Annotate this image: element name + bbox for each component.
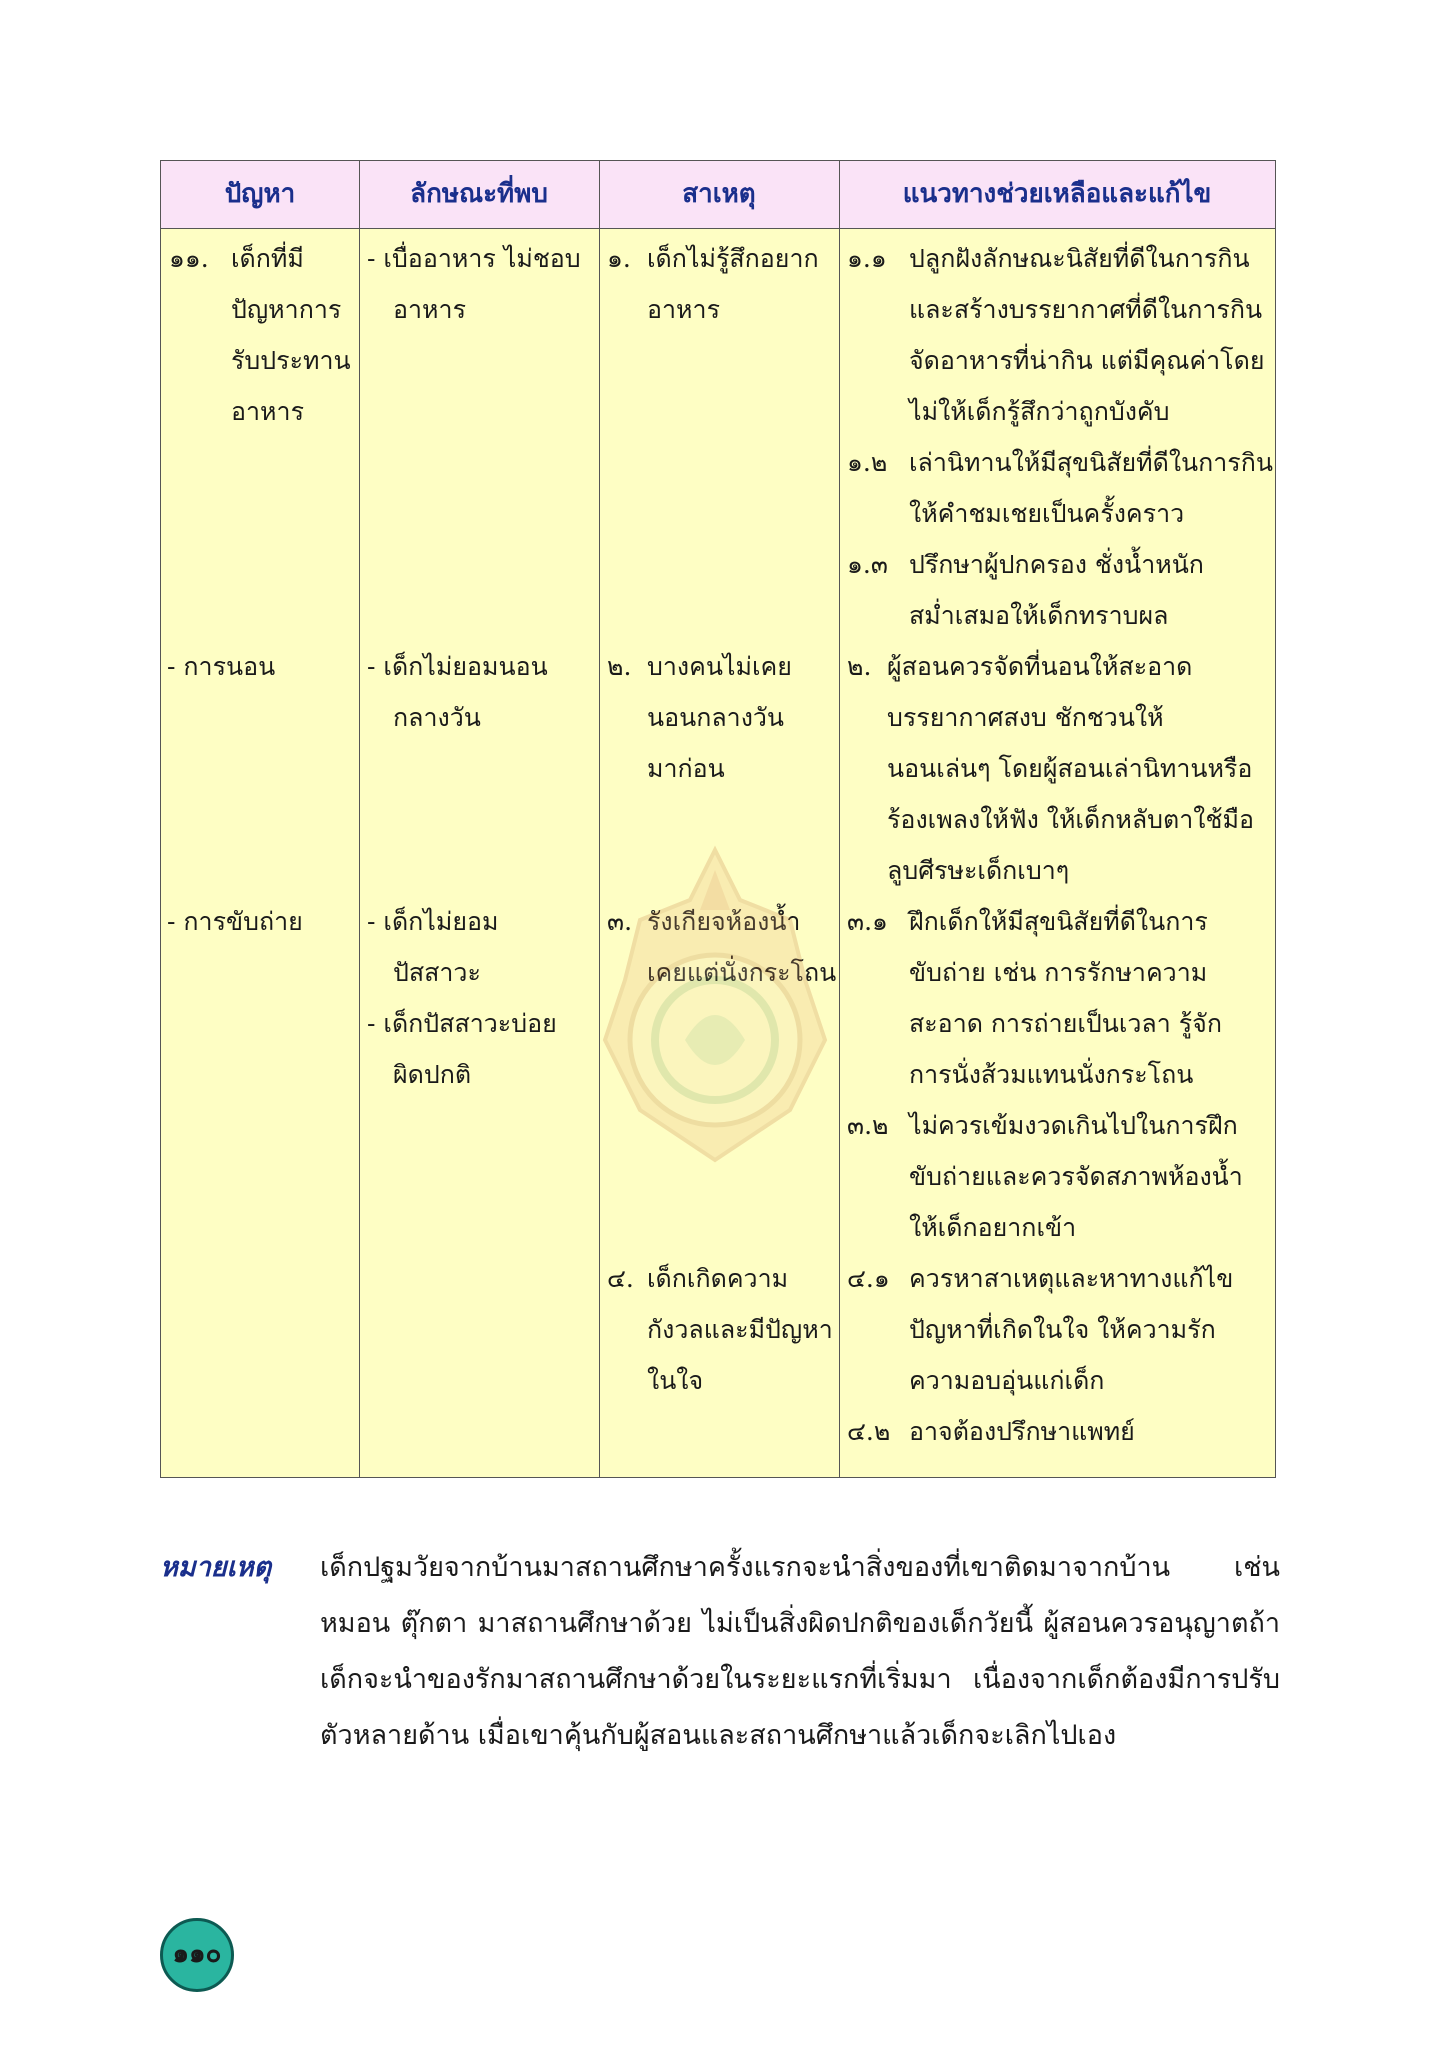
symptom-food: - เบื่ออาหาร ไม่ชอบ อาหาร — [367, 244, 581, 324]
note-label: หมายเหตุ — [160, 1552, 272, 1583]
header-solutions: แนวทางช่วยเหลือและแก้ไข — [902, 179, 1212, 209]
problem-item-eating: ๑๑. เด็กที่มี ปัญหาการ รับประทาน อาหาร — [169, 233, 351, 437]
problem-main — [169, 233, 351, 437]
solution-3-1: ๓.๑ ฝึกเด็กให้มีสุขนิสัยที่ดีในการ ขับถ่าย เช่น การรักษาความ สะอาด การถ่ายเป็นเวลา รู้จัก การนั่งส้วมแทนนั่งกระโถน — [847, 907, 1222, 1089]
problem-sleep: - การนอน — [167, 652, 276, 681]
cause-3: ๓. รังเกียจห้องน้ำ เคยแต่นั่งกระโถน — [607, 907, 837, 987]
solution-4-2: ๔.๒ อาจต้องปรึกษาแพทย์ — [847, 1417, 1135, 1446]
header-symptoms: ลักษณะที่พบ — [410, 179, 548, 209]
solution-2: ๒. ผู้สอนควรจัดที่นอนให้สะอาด บรรยากาศสงบ ชักชวนให้ นอนเล่นๆ โดยผู้สอนเล่านิทานหรือ ร้องเพลงให้ฟัง ให้เด็กหลับตาใช้มือ ลูบศีรษะเด็กเบาๆ — [847, 652, 1254, 885]
solution-1-3: ๑.๓ ปรึกษาผู้ปกครอง ชั่งน้ำหนัก สม่ำเสมอให้เด็กทราบผล — [847, 550, 1204, 630]
solution-group-food — [847, 233, 1273, 641]
header-problem: ปัญหา — [224, 179, 296, 209]
solution-3-2: ๓.๒ ไม่ควรเข้มงวดเกินไปในการฝึก ขับถ่ายและควรจัดสภาพห้องน้ำ ให้เด็กอยากเข้า — [847, 1111, 1243, 1242]
column-divider — [599, 161, 600, 1477]
cause-2: ๒. บางคนไม่เคย นอนกลางวัน มาก่อน — [607, 652, 792, 783]
header-causes: สาเหตุ — [682, 179, 756, 209]
column-divider — [359, 161, 360, 1477]
solution-1-1: ๑.๑ ปลูกฝังลักษณะนิสัยที่ดีในการกิน และสร้างบรรยากาศที่ดีในการกิน จัดอาหารที่น่ากิน แต่มีคุณค่าโดย ไม่ให้เด็กรู้สึกว่าถูกบังคับ — [847, 244, 1265, 426]
solution-group-toilet — [847, 896, 1243, 1253]
symptom-toilet: - เด็กไม่ยอม ปัสสาวะ - เด็กปัสสาวะบ่อย ผิดปกติ — [367, 907, 557, 1089]
problem-toilet: - การขับถ่าย — [167, 907, 303, 936]
page-number-badge: ๑๑๐ — [160, 1918, 234, 1992]
solution-4-1: ๔.๑ ควรหาสาเหตุและหาทางแก้ไข ปัญหาที่เกิดในใจ ให้ความรัก ความอบอุ่นแก่เด็ก — [847, 1264, 1234, 1395]
cause-4: ๔. เด็กเกิดความ กังวลและมีปัญหา ในใจ — [607, 1264, 833, 1395]
cause-1: ๑. เด็กไม่รู้สึกอยาก อาหาร — [607, 244, 819, 324]
solution-1-2: ๑.๒ เล่านิทานให้มีสุขนิสัยที่ดีในการกิน ให้คำชมเชยเป็นครั้งคราว — [847, 448, 1273, 528]
symptom-sleep: - เด็กไม่ยอมนอน กลางวัน — [367, 652, 548, 732]
problem-table — [160, 160, 1276, 1478]
solution-group-anxiety — [847, 1253, 1233, 1457]
problem-number: ๑๑. — [169, 244, 209, 273]
note-text: เด็กปฐมวัยจากบ้านมาสถานศึกษาครั้งแรกจะนำสิ่งของที่เขาติดมาจากบ้าน เช่น หมอน ตุ๊กตา มาสถานศึกษาด้วย ไม่เป็นสิ่งผิดปกติของเด็กวัยนี้ ผู้สอนควรอนุญาตถ้าเด็กจะนำของรักมาสถานศึกษาด้วยในระยะแรกที่เริ่มมา เนื่องจากเด็กต้องมีการปรับตัวหลายด้าน เมื่อเขาคุ้นกับผู้สอนและสถานศึกษาแล้วเด็กจะเลิกไปเอง — [320, 1552, 1280, 1751]
table-header — [161, 161, 1275, 229]
column-divider — [839, 161, 840, 1477]
note-section — [160, 1540, 1280, 1764]
